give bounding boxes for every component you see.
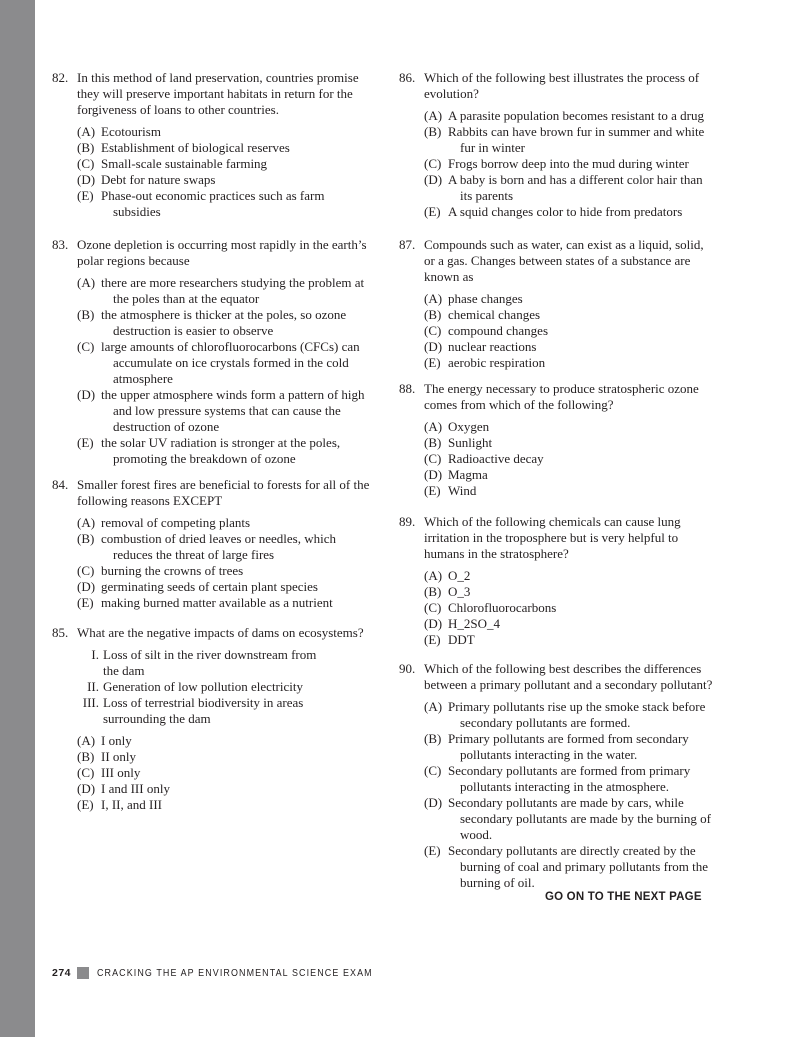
answer-choice bbox=[424, 435, 739, 451]
stem-line: humans in the stratosphere? bbox=[424, 546, 569, 561]
question-stem bbox=[399, 70, 739, 102]
page-margin-band bbox=[0, 0, 35, 1037]
choice-text-line: DDT bbox=[448, 632, 475, 647]
stem-line: polar regions because bbox=[77, 253, 190, 268]
answer-choices bbox=[52, 124, 382, 220]
choice-letter: (D) bbox=[424, 795, 443, 810]
choice-text-line: Oxygen bbox=[448, 419, 490, 434]
answer-choice bbox=[424, 124, 739, 156]
choice-text-line: removal of competing plants bbox=[101, 515, 251, 530]
choice-text-line: Magma bbox=[448, 467, 488, 482]
answer-choice bbox=[424, 451, 739, 467]
answer-choices bbox=[399, 108, 739, 220]
answer-choice bbox=[424, 307, 739, 323]
choice-letter: (E) bbox=[424, 355, 441, 370]
answer-choice bbox=[77, 797, 382, 813]
answer-choice bbox=[77, 172, 382, 188]
choice-text-line: burning of coal and primary pollutants from the bbox=[460, 859, 709, 874]
choice-text-line: wood. bbox=[460, 827, 493, 842]
choice-text-line: there are more researchers studying the problem at bbox=[101, 275, 365, 290]
choice-text-line: fur in winter bbox=[460, 140, 525, 155]
question-stem bbox=[399, 237, 739, 285]
choice-text-line: reduces the threat of large fires bbox=[113, 547, 275, 562]
choice-letter: (A) bbox=[424, 419, 443, 434]
question-stem bbox=[52, 477, 382, 509]
answer-choice bbox=[77, 595, 382, 611]
answer-choice bbox=[77, 387, 382, 435]
choice-text-line: I and III only bbox=[101, 781, 170, 796]
stem-line: Which of the following best describes the differences bbox=[424, 661, 702, 676]
question-86 bbox=[399, 70, 739, 220]
statement-line: Loss of terrestrial biodiversity in areas bbox=[103, 695, 304, 710]
choice-letter: (B) bbox=[424, 584, 442, 599]
answer-choice bbox=[77, 339, 382, 387]
choice-text-line: I, II, and III bbox=[101, 797, 162, 812]
choice-letter: (C) bbox=[77, 563, 95, 578]
choice-text-line: the solar UV radiation is stronger at the poles, bbox=[101, 435, 341, 450]
choice-text-line: burning the crowns of trees bbox=[101, 563, 244, 578]
choice-letter: (A) bbox=[77, 733, 96, 748]
page-footer bbox=[52, 967, 421, 979]
answer-choice bbox=[77, 749, 382, 765]
question-stem bbox=[399, 381, 739, 413]
choice-letter: (D) bbox=[424, 616, 443, 631]
roman-statement bbox=[77, 679, 382, 695]
page-number: 274 bbox=[52, 967, 72, 979]
choice-text-line: Phase-out economic practices such as farm bbox=[101, 188, 325, 203]
answer-choice bbox=[424, 731, 739, 763]
choice-text-line: combustion of dried leaves or needles, which bbox=[101, 531, 337, 546]
answer-choice bbox=[424, 339, 739, 355]
answer-choice bbox=[424, 204, 739, 220]
roman-numeral: I. bbox=[91, 647, 99, 662]
choice-text-line: destruction is easier to observe bbox=[113, 323, 274, 338]
stem-line: Ozone depletion is occurring most rapidly in the earth’s bbox=[77, 237, 367, 252]
answer-choices bbox=[399, 291, 739, 371]
statement-line: Loss of silt in the river downstream from bbox=[103, 647, 317, 662]
choice-text-line: pollutants interacting in the atmosphere. bbox=[460, 779, 670, 794]
choice-text-line: promoting the breakdown of ozone bbox=[113, 451, 296, 466]
choice-letter: (B) bbox=[77, 307, 95, 322]
choice-text-line: secondary pollutants are made by the burning of bbox=[460, 811, 711, 826]
choice-text-line: the atmosphere is thicker at the poles, so ozone bbox=[101, 307, 347, 322]
answer-choice bbox=[424, 763, 739, 795]
question-87 bbox=[399, 237, 739, 371]
answer-choice bbox=[424, 584, 739, 600]
choice-letter: (E) bbox=[77, 797, 94, 812]
answer-choice bbox=[424, 419, 739, 435]
question-number: 83. bbox=[52, 237, 69, 252]
choice-letter: (D) bbox=[77, 781, 96, 796]
choice-letter: (A) bbox=[77, 124, 96, 139]
question-stem bbox=[52, 70, 382, 118]
choice-text-line: Secondary pollutants are formed from primary bbox=[448, 763, 691, 778]
choice-letter: (A) bbox=[424, 699, 443, 714]
stem-line: Compounds such as water, can exist as a liquid, solid, bbox=[424, 237, 704, 252]
question-number: 89. bbox=[399, 514, 416, 529]
choice-letter: (A) bbox=[424, 568, 443, 583]
book-title: CRACKING THE AP ENVIRONMENTAL SCIENCE EXAM bbox=[97, 967, 373, 979]
choice-text-line: germinating seeds of certain plant species bbox=[101, 579, 318, 594]
choice-letter: (B) bbox=[424, 307, 442, 322]
answer-choice bbox=[77, 188, 382, 220]
roman-statement bbox=[77, 647, 382, 679]
answer-choices bbox=[399, 699, 739, 891]
choice-letter: (B) bbox=[424, 435, 442, 450]
question-stem bbox=[52, 237, 382, 269]
choice-text-line: I only bbox=[101, 733, 132, 748]
question-number: 90. bbox=[399, 661, 416, 676]
choice-text-line: Secondary pollutants are made by cars, while bbox=[448, 795, 684, 810]
choice-letter: (E) bbox=[77, 435, 94, 450]
choice-text-line: Small-scale sustainable farming bbox=[101, 156, 268, 171]
choice-text-line: destruction of ozone bbox=[113, 419, 220, 434]
choice-letter: (B) bbox=[424, 124, 442, 139]
choice-text-line: Wind bbox=[448, 483, 477, 498]
choice-letter: (E) bbox=[424, 204, 441, 219]
question-number: 87. bbox=[399, 237, 416, 252]
choice-text-line: Primary pollutants are formed from secondary bbox=[448, 731, 689, 746]
question-89 bbox=[399, 514, 739, 648]
choice-text-line: O_2 bbox=[448, 568, 471, 583]
footer-square-icon bbox=[77, 967, 89, 979]
choice-text-line: the poles than at the equator bbox=[113, 291, 260, 306]
choice-letter: (B) bbox=[77, 531, 95, 546]
answer-choice bbox=[77, 307, 382, 339]
question-88 bbox=[399, 381, 739, 499]
stem-line: What are the negative impacts of dams on ecosystems? bbox=[77, 625, 364, 640]
answer-choice bbox=[424, 467, 739, 483]
choice-text-line: large amounts of chlorofluorocarbons (CFCs) can bbox=[101, 339, 360, 354]
choice-letter: (A) bbox=[424, 291, 443, 306]
choice-text-line: Frogs borrow deep into the mud during winter bbox=[448, 156, 689, 171]
stem-line: between a primary pollutant and a secondary pollutant? bbox=[424, 677, 713, 692]
question-83 bbox=[52, 237, 382, 467]
answer-choice bbox=[77, 515, 382, 531]
roman-statement bbox=[77, 695, 382, 727]
choice-letter: (C) bbox=[424, 600, 442, 615]
answer-choice bbox=[424, 795, 739, 843]
choice-text-line: secondary pollutants are formed. bbox=[460, 715, 631, 730]
answer-choice bbox=[77, 140, 382, 156]
choice-text-line: compound changes bbox=[448, 323, 549, 338]
question-85 bbox=[52, 625, 382, 813]
statement-line: surrounding the dam bbox=[103, 711, 211, 726]
answer-choice bbox=[77, 275, 382, 307]
choice-text-line: burning of oil. bbox=[460, 875, 535, 890]
choice-letter: (D) bbox=[77, 172, 96, 187]
stem-line: comes from which of the following? bbox=[424, 397, 614, 412]
choice-letter: (E) bbox=[77, 595, 94, 610]
go-on-notice: GO ON TO THE NEXT PAGE bbox=[545, 891, 702, 903]
answer-choice bbox=[424, 699, 739, 731]
question-84 bbox=[52, 477, 382, 611]
answer-choice bbox=[424, 156, 739, 172]
choice-letter: (B) bbox=[77, 140, 95, 155]
answer-choice bbox=[424, 843, 739, 891]
choice-text-line: Establishment of biological reserves bbox=[101, 140, 290, 155]
choice-text-line: Primary pollutants rise up the smoke stack before bbox=[448, 699, 706, 714]
roman-statement-list bbox=[52, 647, 382, 727]
roman-numeral: III. bbox=[82, 695, 99, 710]
choice-letter: (E) bbox=[424, 632, 441, 647]
choice-letter: (D) bbox=[424, 339, 443, 354]
answer-choices bbox=[52, 515, 382, 611]
question-number: 85. bbox=[52, 625, 69, 640]
question-90 bbox=[399, 661, 739, 891]
question-number: 82. bbox=[52, 70, 69, 85]
question-stem bbox=[52, 625, 382, 641]
choice-letter: (B) bbox=[424, 731, 442, 746]
stem-line: known as bbox=[424, 269, 474, 284]
answer-choices bbox=[399, 419, 739, 499]
stem-line: they will preserve important habitats in return for the bbox=[77, 86, 353, 101]
answer-choice bbox=[77, 563, 382, 579]
choice-letter: (D) bbox=[424, 172, 443, 187]
choice-text-line: Sunlight bbox=[448, 435, 493, 450]
choice-letter: (C) bbox=[77, 156, 95, 171]
choice-text-line: chemical changes bbox=[448, 307, 541, 322]
answer-choices bbox=[399, 568, 739, 648]
choice-letter: (D) bbox=[77, 579, 96, 594]
choice-letter: (B) bbox=[77, 749, 95, 764]
answer-choice bbox=[424, 108, 739, 124]
choice-text-line: A parasite population becomes resistant to a drug bbox=[448, 108, 704, 123]
question-82 bbox=[52, 70, 382, 220]
answer-choices bbox=[52, 733, 382, 813]
choice-text-line: III only bbox=[101, 765, 141, 780]
question-number: 86. bbox=[399, 70, 416, 85]
stem-line: The energy necessary to produce stratospheric ozone bbox=[424, 381, 699, 396]
choice-text-line: O_3 bbox=[448, 584, 471, 599]
answer-choice bbox=[424, 616, 739, 632]
question-number: 84. bbox=[52, 477, 69, 492]
choice-letter: (E) bbox=[424, 483, 441, 498]
stem-line: In this method of land preservation, countries promise bbox=[77, 70, 359, 85]
choice-text-line: accumulate on ice crystals formed in the cold bbox=[113, 355, 349, 370]
answer-choice bbox=[77, 531, 382, 563]
choice-text-line: nuclear reactions bbox=[448, 339, 537, 354]
choice-letter: (A) bbox=[77, 275, 96, 290]
choice-letter: (A) bbox=[77, 515, 96, 530]
stem-line: forgiveness of loans to other countries. bbox=[77, 102, 279, 117]
statement-line: the dam bbox=[103, 663, 145, 678]
question-number: 88. bbox=[399, 381, 416, 396]
statement-line: Generation of low pollution electricity bbox=[103, 679, 303, 694]
answer-choice bbox=[424, 600, 739, 616]
answer-choice bbox=[77, 781, 382, 797]
roman-numeral: II. bbox=[87, 679, 99, 694]
stem-line: Which of the following chemicals can cause lung bbox=[424, 514, 681, 529]
choice-text-line: II only bbox=[101, 749, 137, 764]
answer-choice bbox=[424, 323, 739, 339]
choice-text-line: Debt for nature swaps bbox=[101, 172, 216, 187]
choice-letter: (C) bbox=[424, 451, 442, 466]
stem-line: following reasons EXCEPT bbox=[77, 493, 223, 508]
answer-choice bbox=[77, 156, 382, 172]
choice-letter: (D) bbox=[424, 467, 443, 482]
choice-text-line: aerobic respiration bbox=[448, 355, 546, 370]
choice-letter: (E) bbox=[77, 188, 94, 203]
choice-text-line: the upper atmosphere winds form a pattern of high bbox=[101, 387, 365, 402]
answer-choice bbox=[424, 172, 739, 204]
choice-text-line: pollutants interacting in the water. bbox=[460, 747, 638, 762]
stem-line: Smaller forest fires are beneficial to forests for all of the bbox=[77, 477, 370, 492]
choice-letter: (E) bbox=[424, 843, 441, 858]
choice-text-line: subsidies bbox=[113, 204, 161, 219]
choice-text-line: making burned matter available as a nutrient bbox=[101, 595, 333, 610]
answer-choice bbox=[77, 435, 382, 467]
choice-text-line: its parents bbox=[460, 188, 514, 203]
answer-choice bbox=[77, 579, 382, 595]
answer-choice bbox=[424, 568, 739, 584]
stem-line: irritation in the troposphere but is very helpful to bbox=[424, 530, 679, 545]
choice-text-line: phase changes bbox=[448, 291, 523, 306]
choice-text-line: and low pressure systems that can cause the bbox=[113, 403, 341, 418]
choice-text-line: Radioactive decay bbox=[448, 451, 544, 466]
answer-choice bbox=[424, 355, 739, 371]
stem-line: Which of the following best illustrates the process of bbox=[424, 70, 700, 85]
choice-letter: (C) bbox=[424, 763, 442, 778]
choice-text-line: Rabbits can have brown fur in summer and white bbox=[448, 124, 705, 139]
answer-choices bbox=[52, 275, 382, 467]
choice-text-line: atmosphere bbox=[113, 371, 173, 386]
choice-letter: (A) bbox=[424, 108, 443, 123]
answer-choice bbox=[77, 733, 382, 749]
answer-choice bbox=[424, 291, 739, 307]
choice-text-line: H_2SO_4 bbox=[448, 616, 501, 631]
choice-letter: (C) bbox=[77, 339, 95, 354]
choice-letter: (C) bbox=[424, 156, 442, 171]
choice-text-line: Chlorofluorocarbons bbox=[448, 600, 557, 615]
answer-choice bbox=[77, 765, 382, 781]
answer-choice bbox=[424, 483, 739, 499]
choice-text-line: Secondary pollutants are directly created by the bbox=[448, 843, 696, 858]
question-stem bbox=[399, 661, 739, 693]
choice-text-line: A baby is born and has a different color hair than bbox=[448, 172, 703, 187]
stem-line: or a gas. Changes between states of a substance are bbox=[424, 253, 691, 268]
choice-letter: (D) bbox=[77, 387, 96, 402]
choice-letter: (C) bbox=[424, 323, 442, 338]
choice-letter: (C) bbox=[77, 765, 95, 780]
choice-text-line: A squid changes color to hide from predators bbox=[448, 204, 683, 219]
choice-text-line: Ecotourism bbox=[101, 124, 161, 139]
answer-choice bbox=[77, 124, 382, 140]
answer-choice bbox=[424, 632, 739, 648]
question-stem bbox=[399, 514, 739, 562]
stem-line: evolution? bbox=[424, 86, 479, 101]
